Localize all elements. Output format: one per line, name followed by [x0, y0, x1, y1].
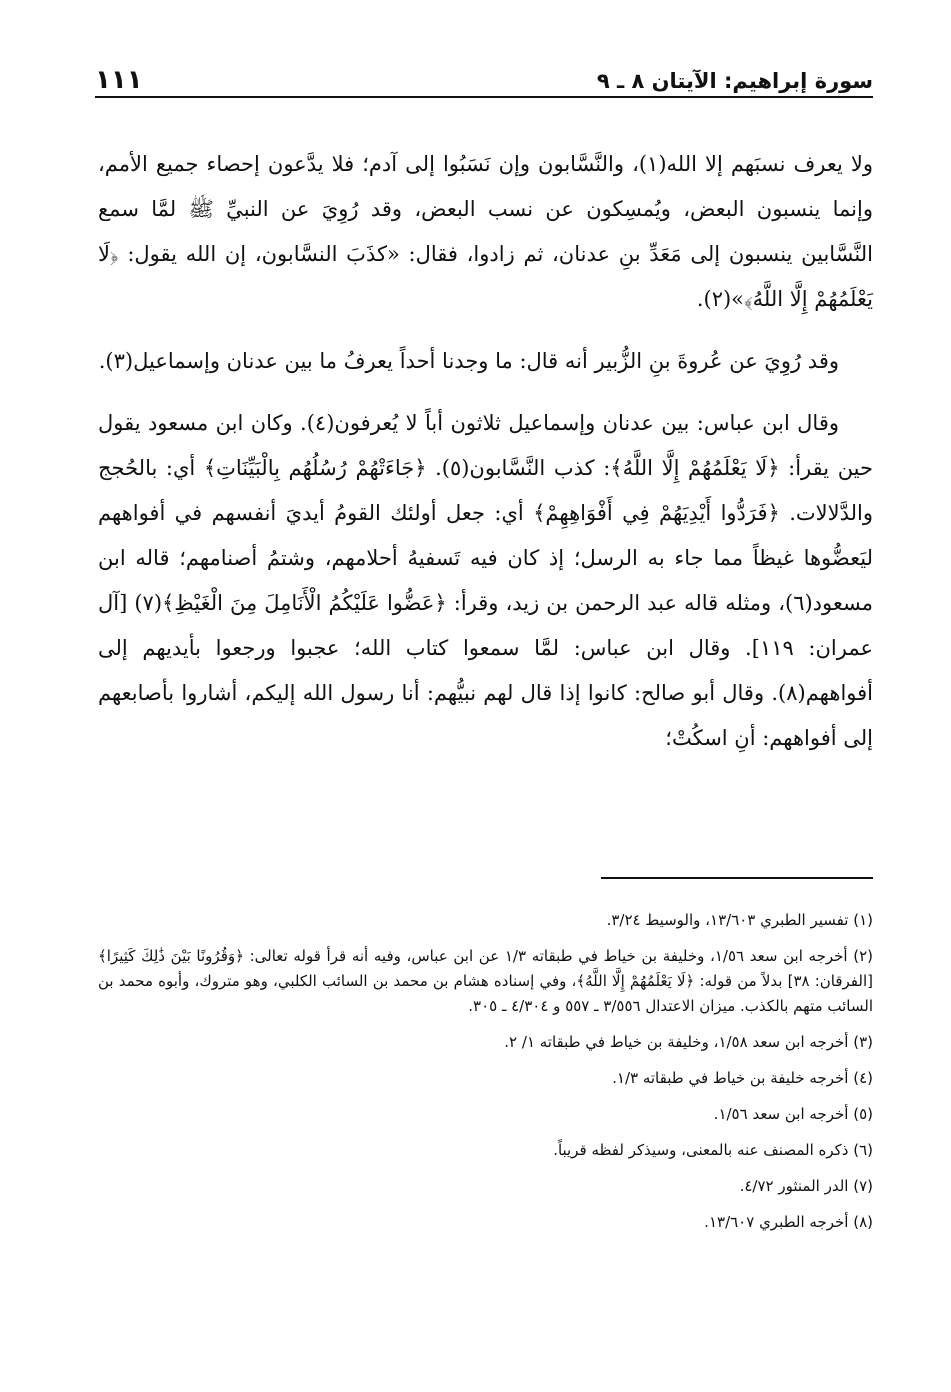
footnote: (٣) أخرجه ابن سعد ١/٥٨، وخليفة بن خياط في طبقاته ١/ ٢.: [504, 1033, 873, 1051]
footnote: (٧) الدر المنثور ٤/٧٢.: [739, 1177, 873, 1195]
footnote-separator: [601, 877, 873, 879]
main-text: [98, 142, 873, 778]
paragraph: ولا يعرف نسبَهم إلا الله(١)، والنَّسَّابون وإن نَسَبُوا إلى آدم؛ فلا يدَّعون إحصاء جميع الأمم، وإنما ينسبون البعض، ويُمسِكون عن نسب البعض، وقد رُوِيَ عن النبيِّ ﷺ لمَّا سمع النَّسَّابين ينسبون إلى مَعَدِّ بنِ عدنان، ثم زادوا، فقال: «كذَبَ النسَّابون، إن الله يقول: ﴿لَا يَعْلَمُهُمْ إِلَّا اللَّهُ﴾»(٢).: [98, 152, 874, 311]
header-title: سورة إبراهيم: الآيتان ٨ ـ ٩: [596, 69, 873, 93]
footnote: (٨) أخرجه الطبري ١٣/٦٠٧.: [704, 1213, 873, 1231]
paragraph: وقد رُوِيَ عن عُروةَ بنِ الزُّبير أنه قال: ما وجدنا أحداً يعرفُ ما بين عدنان وإسماعيل(٣).: [98, 349, 839, 373]
footnote: (٤) أخرجه خليفة بن خياط في طبقاته ١/٣.: [612, 1069, 873, 1087]
running-header: [95, 56, 873, 98]
footnote: (٥) أخرجه ابن سعد ١/٥٦.: [713, 1105, 873, 1123]
footnote: (٦) ذكره المصنف عنه بالمعنى، وسيذكر لفظه قريباً.: [553, 1141, 873, 1159]
footnote: (١) تفسير الطبري ١٣/٦٠٣، والوسيط ٣/٢٤.: [606, 911, 873, 929]
page-number: ١١١: [95, 65, 143, 95]
footnote: (٢) أخرجه ابن سعد ١/٥٦، وخليفة بن خياط في طبقاته ١/٣ عن ابن عباس، وفيه أنه قرأ قوله تعالى: ﴿وَقُرُونًا بَيْنَ ذَٰلِكَ كَثِيرًا﴾ [الفرقان: ٣٨] بدلاً من قوله: ﴿لَا يَعْلَمُهُمْ إِلَّا اللَّهُ﴾، وفي إسناده هشام بن محمد بن السائب الكلبي، وهو متروك، وأبوه محمد بن السائب متهم بالكذب. ميزان الاعتدال ٣/٥٥٦ ـ ٥٥٧ و ٤/٣٠٤ ـ ٣٠٥.: [98, 947, 874, 1015]
paragraph: وقال ابن عباس: بين عدنان وإسماعيل ثلاثون أباً لا يُعرفون(٤). وكان ابن مسعود يقول حين يقرأ: ﴿لَا يَعْلَمُهُمْ إِلَّا اللَّهُ﴾: كذب النَّسَّابون(٥). ﴿جَاءَتْهُمْ رُسُلُهُم بِالْبَيِّنَاتِ﴾ أي: بالحُجج والدَّلالات. ﴿فَرَدُّوا أَيْدِيَهُمْ فِي أَفْوَاهِهِمْ﴾ أي: جعل أولئك القومُ أيديَ أنفسهم في أفواههم ليَعضُّوها غيظاً مما جاء به الرسل؛ إذ كان فيه تَسفيهُ أحلامهم، وشتمُ أصنامهم؛ قاله ابن مسعود(٦)، ومثله قاله عبد الرحمن بن زيد، وقرأ: ﴿عَضُّوا عَلَيْكُمُ الْأَنَامِلَ مِنَ الْغَيْظِ﴾(٧) [آل عمران: ١١٩]. وقال ابن عباس: لمَّا سمعوا كتاب الله؛ عجبوا ورجعوا بأيديهم إلى أفواههم(٨). وقال أبو صالح: كانوا إذا قال لهم نبيُّهم: أنا رسول الله إليكم، أشاروا بأصابعهم إلى أفواههم: أنِ اسكُتْ؛: [98, 411, 874, 750]
footnotes: [98, 908, 873, 1246]
